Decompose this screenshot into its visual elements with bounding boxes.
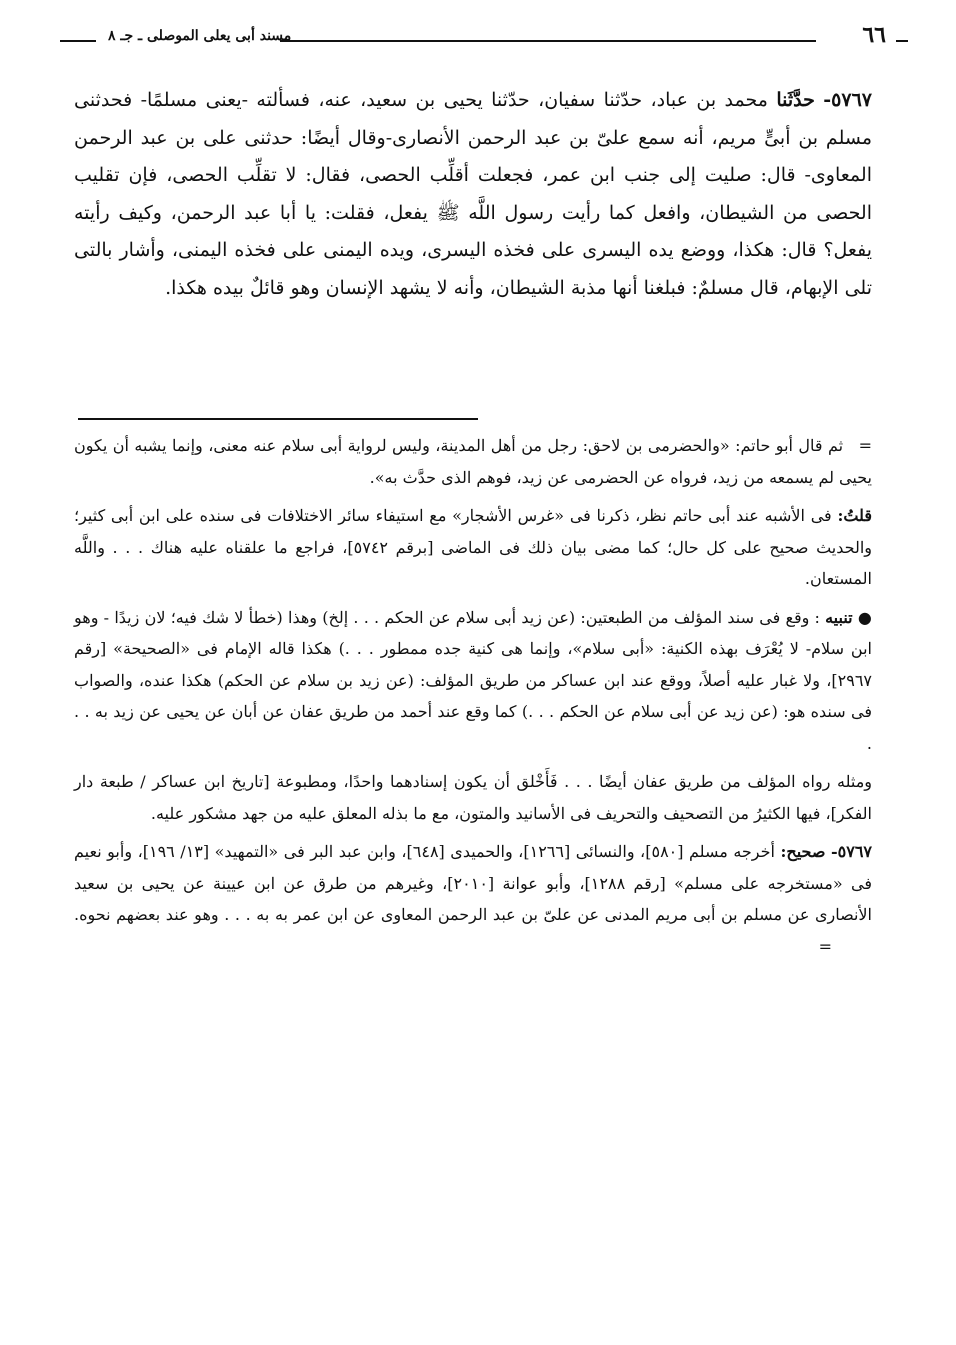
footnotes <box>74 430 872 969</box>
footnote-number: ٥٧٦٧- <box>831 842 873 861</box>
hadith-number: ٥٧٦٧- <box>823 89 872 111</box>
continuation-mark: = <box>858 436 872 455</box>
hadith-lead-word: حدَّثَنا <box>776 89 815 111</box>
header-rule <box>280 40 816 42</box>
hadith-body: محمد بن عباد، حدّثنا سفيان، حدّثنا يحيى بن سعيد، عنه، فسألته -يعنى مسلمًا- فحدثنى مسلم بن أبىٍّ مريم، أنه سمع علىّ بن عبد الرحمن الأنصارى-وقال أيضًا: حدثنى على بن عبد الرحمن المعاوى- قال: صليت إلى جنب ابن عمر، فجعلت أقلِّب الحصى، فقال: لا تقلِّب الحصى، فإن تقليب الحصى من الشيطان، وافعل كما رأيت رسول اللَّه ﷺ يفعل، فقلت: يا أبا عبد الرحمن، وكيف رأيته يفعل؟ قال: هكذا، ووضع يده اليسرى على فخذه اليسرى، ويده اليمنى على فخذه اليمنى، وأشار بالتى تلى الإبهام، قال مسلمٌ: فبلغنا أنها مذبة الشيطان، وأنه لا يشهد الإنسان وهو قائلٌ بيده هكذا. <box>74 89 872 299</box>
bullet-icon: ● <box>857 607 872 627</box>
footnote-paragraph-5 <box>74 836 872 962</box>
footnote-lead: قلتُ: <box>837 506 872 525</box>
footnote-paragraph-2 <box>74 500 872 595</box>
page-header <box>60 22 886 62</box>
footnote-text: أخرجه مسلم [٥٨٠]، والنسائى [١٢٦٦]، والحميدى [٦٤٨]، وابن عبد البر فى «التمهيد» [١٣/ ١٩٦]، وأبو نعيم فى «مستخرجه على مسلم» [رقم ١٢٨٨]، وأبو عوانة [٢٠١٠]، وغيرهم من طرق عن ابن عيينة عن يحيى بن سعيد الأنصارى عن مسلم بن أبى مريم المدنى عن علىّ بن عبد الرحمن المعاوى عن ابن عمر به به . . . وهو عند بعضهم نحوه. <box>74 842 872 924</box>
header-rule-right <box>896 40 908 42</box>
running-title: مسند أبى يعلى الموصلى ـ جـ ٨ <box>108 28 292 44</box>
footnote-text: ومثله رواه المؤلف من طريق عفان أيضًا . . . فَأَخْلق أن يكون إسنادهما واحدًا، ومطبوعة [تاريخ ابن عساكر / طبعة دار الفكر]، فيها الكثيرُ من التصحيف والتحريف فى الأسانيد والمتون، مع ما بذله المعلق عليه من جهد مشكور عليه. <box>74 772 872 823</box>
hadith-main-text <box>74 82 872 307</box>
footnote-paragraph-3 <box>74 602 872 760</box>
continuation-mark-end: = <box>818 936 832 956</box>
footnote-paragraph-4 <box>74 766 872 829</box>
footnote-lead: صحيح: <box>780 842 826 861</box>
footnote-lead: تنبيه <box>825 607 853 627</box>
page-number: ٦٦ <box>862 22 886 48</box>
footnote-separator <box>78 418 478 420</box>
footnote-text: فى الأشبه عند أبى حاتم نظر، ذكرنا فى «غرس الأشجار» مع استيفاء سائر الاختلافات فى سنده على ابن أبى كثير؛ والحديث صحيح على كل حال؛ كما مضى بيان ذلك فى الماضى [برقم ٥٧٤٢]، فراجع ما علقناه عليه هناك . . . واللَّه المستعان. <box>74 506 873 588</box>
footnote-text: ثم قال أبو حاتم: «والحضرمى بن لاحق: رجل من أهل المدينة، وليس لرواية أبى سلام عنه معنى، وإنما يشبه أن يكون يحيى لم يسمعه من زيد، فرواه عن الحضرمى عن زيد، فوهم الذى حدَّث به». <box>74 436 872 487</box>
footnote-text: : وقع فى سند المؤلف من الطبعتين: (عن زيد أبى سلام عن الحكم . . . إلخ) وهذا (خطأ لا شك فيه؛ لان زيدًا - وهو ابن سلام- لا يُعْرَف بهذه الكنية: «أبى سلام»، وإنما هى كنية جده ممطور . . .) هكذا قاله الإمام فى «الصحيحة» [رقم ٢٩٦٧]، ولا غبار عليه أصلاً، ووقع عند ابن عساكر من طريق المؤلف: (عن زيد بن سلام عن الحكم) هكذا عنده، والصواب فى سنده هو: (عن زيد عن أبى سلام عن الحكم . . .) كما وقع عند أحمد من طريق عفان عن أبان عن يحيى عن زيد به . . . <box>74 607 873 753</box>
header-rule-left <box>60 40 96 42</box>
footnote-paragraph-1 <box>74 430 872 493</box>
